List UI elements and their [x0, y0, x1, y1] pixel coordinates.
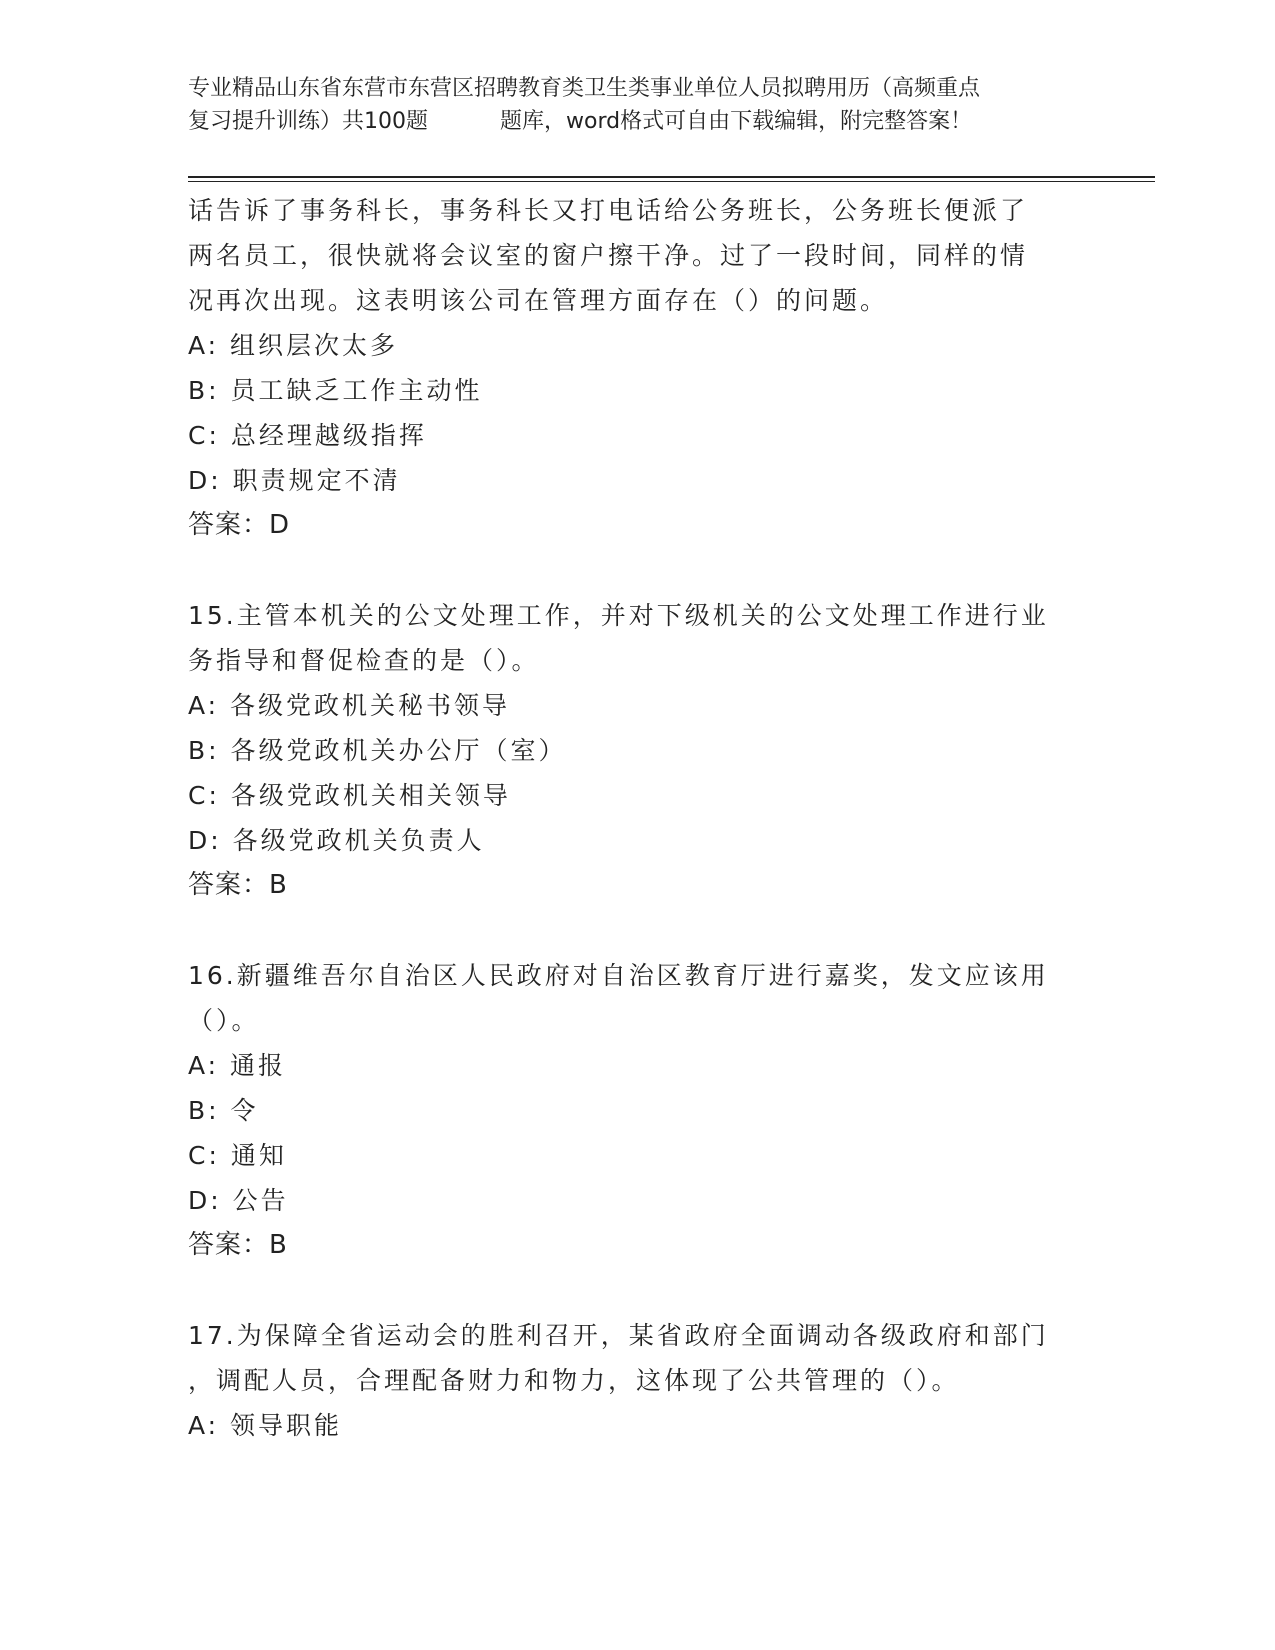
option-c: C: 通知	[188, 1141, 287, 1170]
option-d: D: 公告	[188, 1186, 289, 1215]
question-text-line: 16.新疆维吾尔自治区人民政府对自治区教育厅进行嘉奖，发文应该用	[188, 961, 1049, 990]
header-line-1: 专业精品山东省东营市东营区招聘教育类卫生类事业单位人员拟聘用历（高频重点	[188, 76, 981, 101]
option-a: A: 通报	[188, 1051, 287, 1080]
question-continued	[188, 188, 1078, 548]
question-text-line: 两名员工，很快就将会议室的窗户擦干净。过了一段时间，同样的情	[188, 241, 1029, 270]
header-line-2a: 复习提升训练）共100题	[188, 109, 428, 134]
option-d: D: 各级党政机关负责人	[188, 826, 485, 855]
option-a: A: 领导职能	[188, 1411, 343, 1440]
document-body	[188, 188, 1078, 1448]
option-a: A: 组织层次太多	[188, 331, 399, 360]
header-rule-thin	[188, 181, 1155, 182]
header-rule-thick	[188, 176, 1155, 178]
question-text-line: ，调配人员，合理配备财力和物力，这体现了公共管理的（）。	[188, 1366, 960, 1395]
header-line-2	[188, 105, 1108, 138]
option-b: B: 各级党政机关办公厅（室）	[188, 736, 567, 765]
header-line-2b: 题库，word格式可自由下载编辑，附完整答案！	[500, 109, 973, 134]
question-text-line: （）。	[188, 1006, 260, 1035]
page-header	[188, 72, 1108, 138]
answer: 答案：B	[188, 870, 288, 900]
option-b: B: 令	[188, 1096, 259, 1125]
question-text-line: 15.主管本机关的公文处理工作，并对下级机关的公文处理工作进行业	[188, 601, 1049, 630]
option-c: C: 各级党政机关相关领导	[188, 781, 511, 810]
option-c: C: 总经理越级指挥	[188, 421, 427, 450]
option-a: A: 各级党政机关秘书领导	[188, 691, 511, 720]
question-16	[188, 953, 1078, 1268]
answer: 答案：D	[188, 510, 291, 540]
question-text-line: 务指导和督促检查的是（）。	[188, 646, 540, 675]
question-text-line: 话告诉了事务科长，事务科长又打电话给公务班长，公务班长便派了	[188, 196, 1029, 225]
question-15	[188, 593, 1078, 908]
answer: 答案：B	[188, 1230, 288, 1260]
option-d: D: 职责规定不清	[188, 466, 401, 495]
question-17	[188, 1313, 1078, 1448]
question-text-line: 况再次出现。这表明该公司在管理方面存在（）的问题。	[188, 286, 889, 315]
question-text-line: 17.为保障全省运动会的胜利召开，某省政府全面调动各级政府和部门	[188, 1321, 1049, 1350]
option-b: B: 员工缺乏工作主动性	[188, 376, 483, 405]
